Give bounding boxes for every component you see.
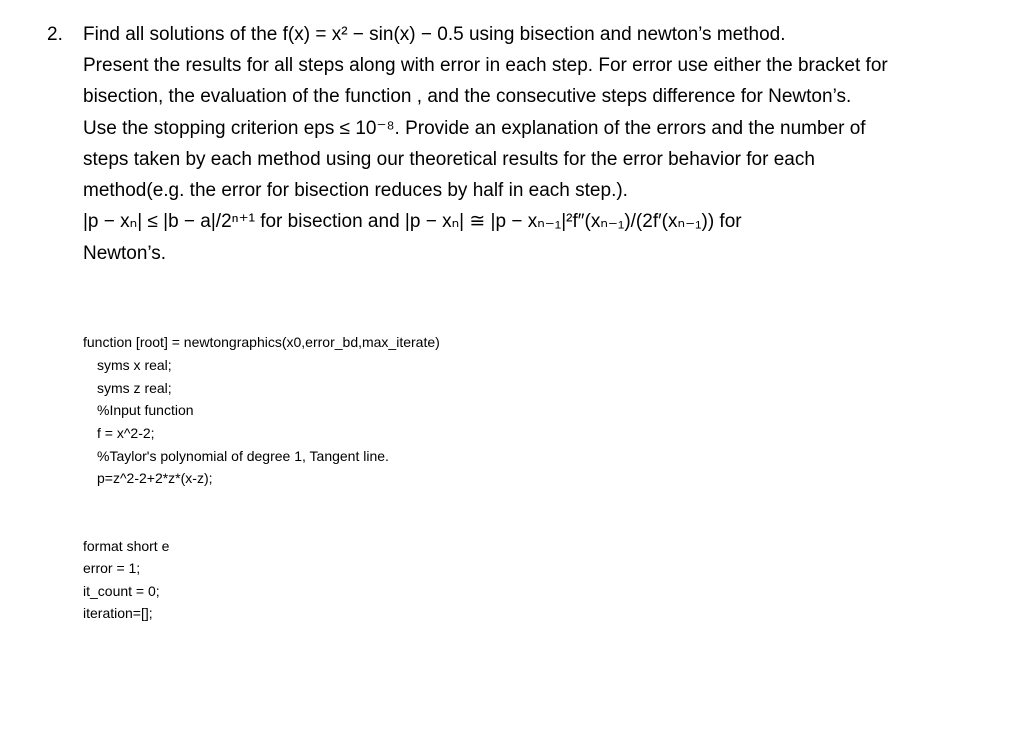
problem-line-3: bisection, the evaluation of the function , and the consecutive steps difference for Newton’s.: [83, 86, 852, 107]
code-line-p-def: p=z^2-2+2*z*(x-z);: [97, 470, 213, 486]
error-formula-line: |p − xₙ| ≤ |b − a|/2ⁿ⁺¹ for bisection and |p − xₙ| ≅ |p − xₙ₋₁|²f″(xₙ₋₁)/(2f′(xₙ₋₁)) for: [83, 211, 742, 232]
code-line-format: format short e: [83, 538, 170, 554]
code-line-itcount-init: it_count = 0;: [83, 583, 160, 599]
problem-line-2: Present the results for all steps along with error in each step. For error use either the bracket for: [83, 55, 888, 76]
problem-line-5: steps taken by each method using our theoretical results for the error behavior for each: [83, 149, 815, 170]
problem-number: 2.: [47, 24, 63, 45]
problem-line-1: Find all solutions of the f(x) = x² − sin(x) − 0.5 using bisection and newton’s method.: [83, 24, 786, 45]
problem-line-4: Use the stopping criterion eps ≤ 10⁻⁸. Provide an explanation of the errors and the number of: [83, 118, 866, 139]
code-line-error-init: error = 1;: [83, 560, 141, 576]
code-line-iteration-init: iteration=[];: [83, 605, 153, 621]
code-line-comment-input: %Input function: [97, 402, 194, 418]
code-line-comment-taylor: %Taylor's polynomial of degree 1, Tangent line.: [97, 448, 389, 464]
code-line-syms-z: syms z real;: [97, 380, 172, 396]
problem-line-8: Newton’s.: [83, 243, 167, 264]
code-line-function-def: function [root] = newtongraphics(x0,error_bd,max_iterate): [83, 334, 440, 350]
code-line-f-def: f = x^2-2;: [97, 425, 155, 441]
code-line-syms-x: syms x real;: [97, 357, 172, 373]
problem-line-6: method(e.g. the error for bisection reduces by half in each step.).: [83, 180, 628, 201]
